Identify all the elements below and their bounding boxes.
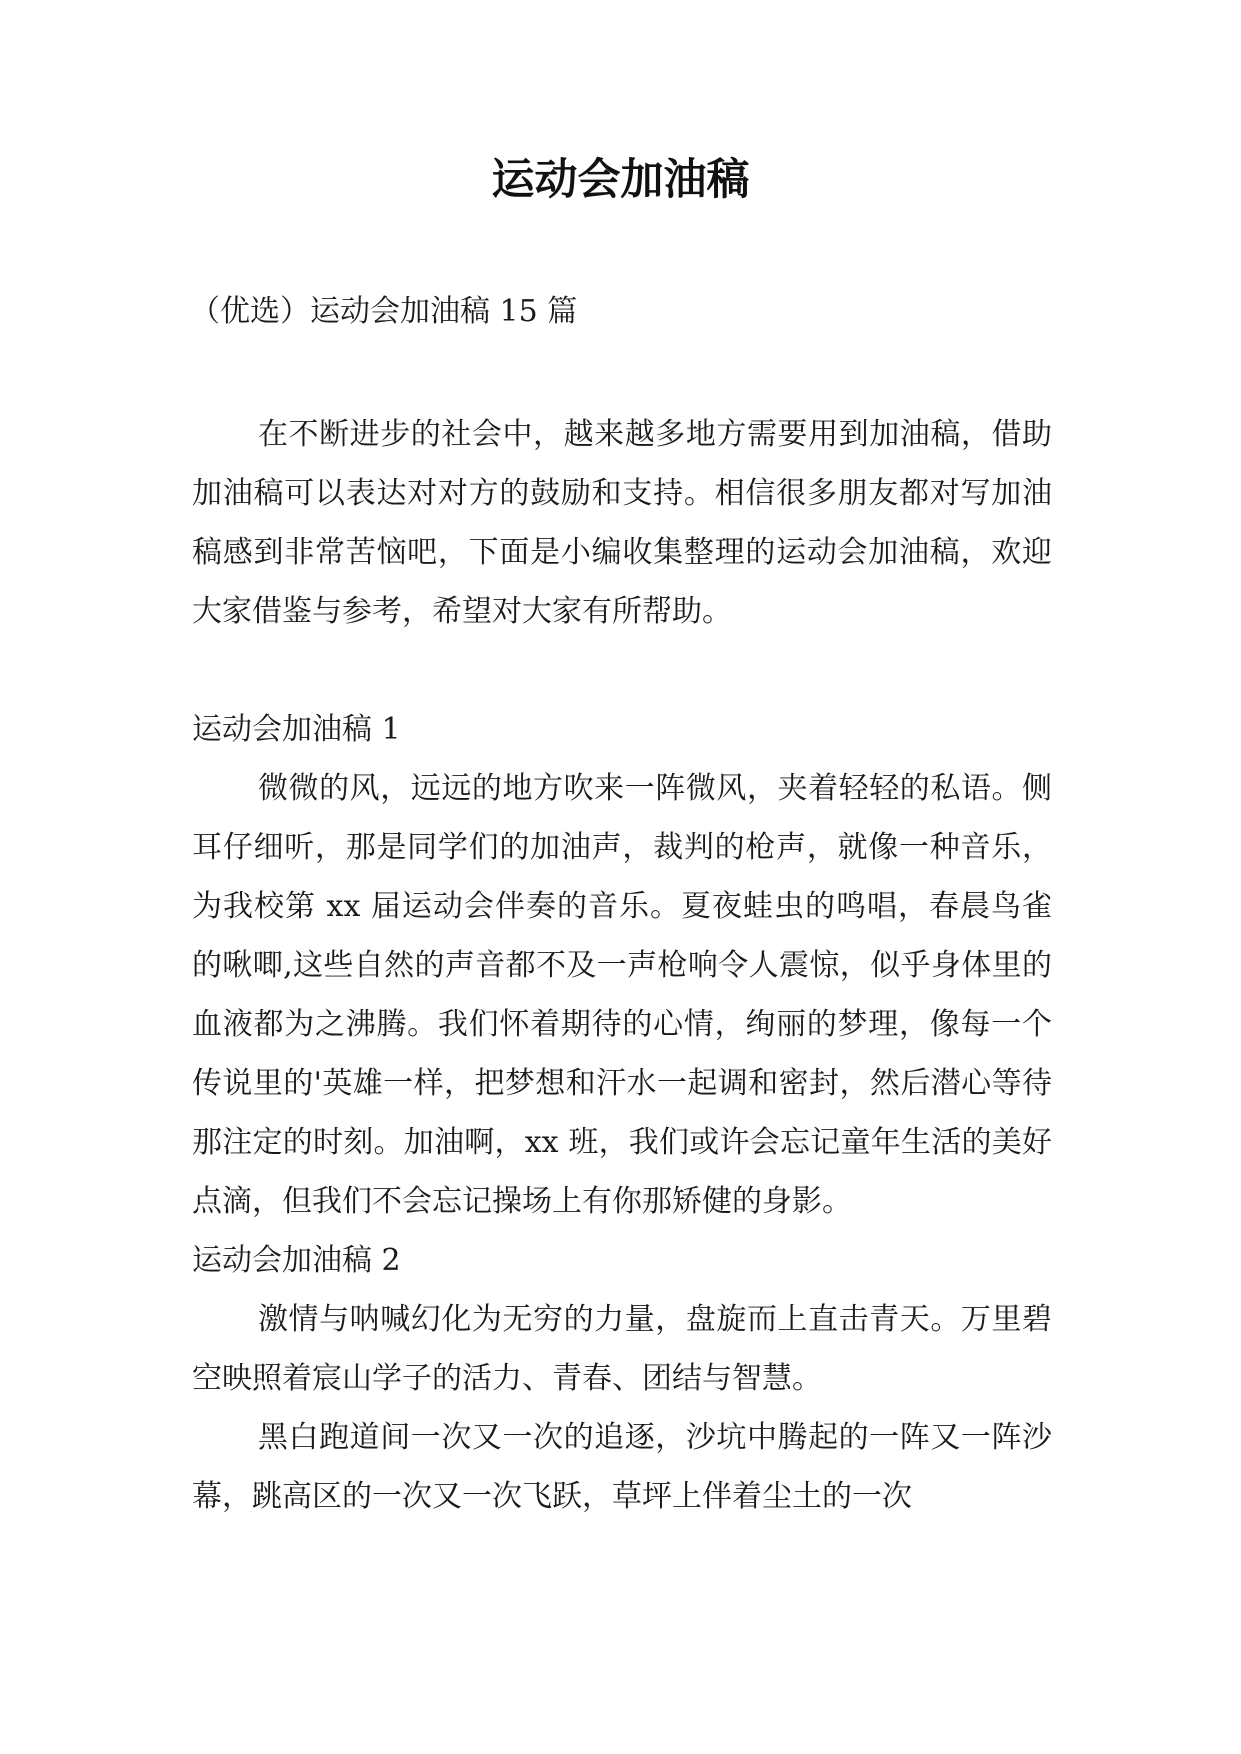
spacer (192, 641, 1052, 700)
intro-paragraph: 在不断进步的社会中，越来越多地方需要用到加油稿，借助加油稿可以表达对对方的鼓励和支持。相信很多朋友都对写加油稿感到非常苦恼吧，下面是小编收集整理的运动会加油稿，欢迎大家借鉴与参考，希望对大家有所帮助。 (192, 417, 1052, 629)
section-paragraph: 微微的风，远远的地方吹来一阵微风，夹着轻轻的私语。侧耳仔细听，那是同学们的加油声，裁判的枪声，就像一种音乐，为我校第 xx 届运动会伴奏的音乐。夏夜蛙虫的鸣唱，春晨鸟雀的啾唧,这些自然的声音都不及一声枪响令人震惊，似乎身体里的血液都为之沸腾。我们怀着期待的心情，绚丽的梦理，像每一个传说里的'英雄一样，把梦想和汗水一起调和密封，然后潜心等待那注定的时刻。加油啊，xx 班，我们或许会忘记童年生活的美好点滴，但我们不会忘记操场上有你那矫健的身影。 (192, 771, 1052, 1219)
section-paragraph: 激情与呐喊幻化为无穷的力量，盘旋而上直击青天。万里碧空映照着宸山学子的活力、青春、团结与智慧。 (192, 1302, 1052, 1396)
section-heading: 运动会加油稿 1 (192, 712, 401, 747)
section-heading: 运动会加油稿 2 (192, 1243, 401, 1278)
document-body (192, 405, 1052, 1526)
document-subtitle: （优选）运动会加油稿 15 篇 (190, 294, 578, 329)
document-title: 运动会加油稿 (491, 155, 750, 205)
section-paragraph: 黑白跑道间一次又一次的追逐，沙坑中腾起的一阵又一阵沙幕，跳高区的一次又一次飞跃，草坪上伴着尘土的一次 (192, 1420, 1052, 1514)
